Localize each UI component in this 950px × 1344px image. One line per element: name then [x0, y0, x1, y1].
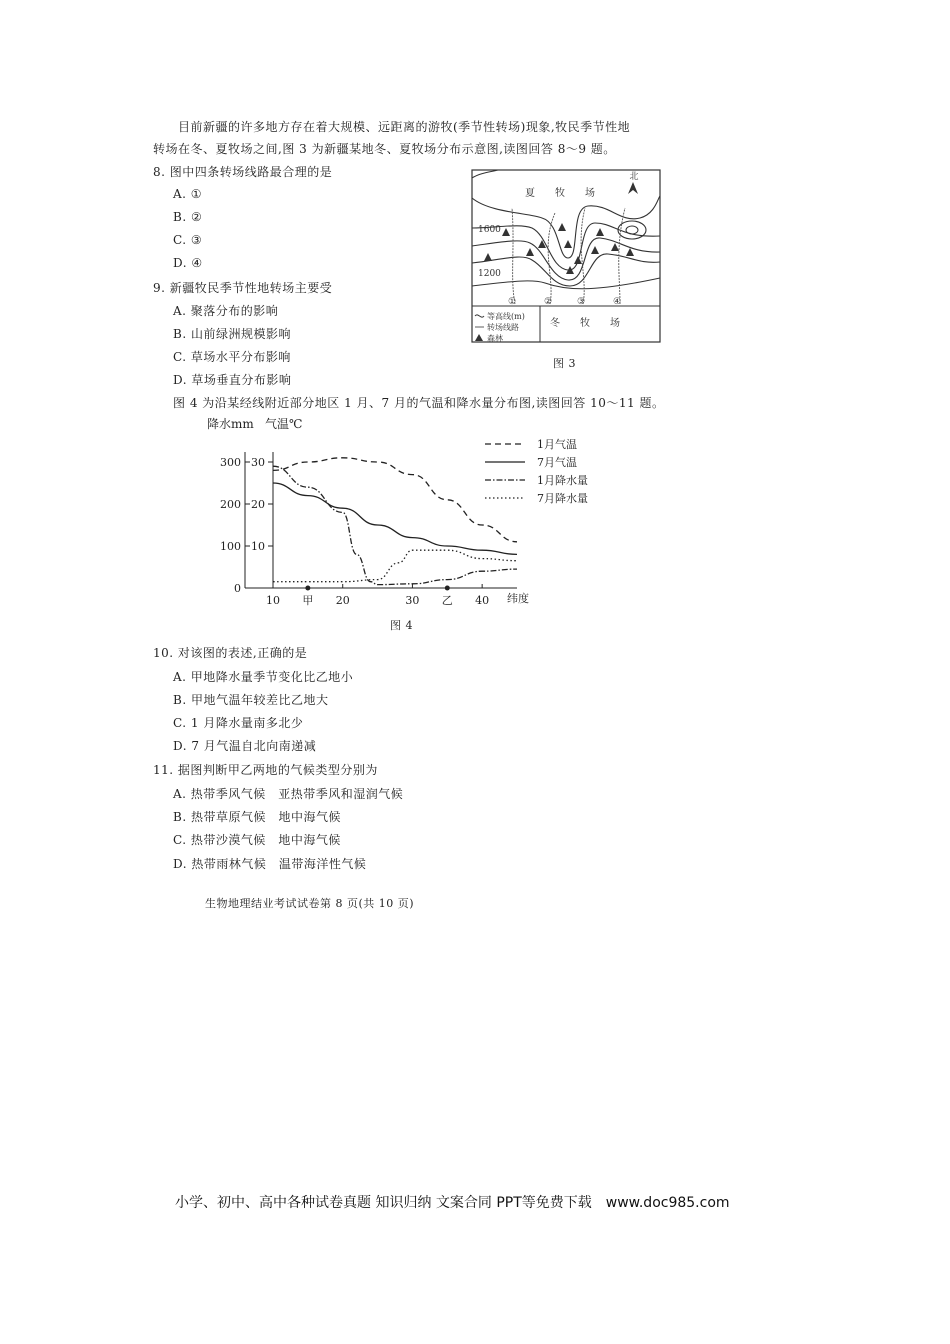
question-9-option-c: C. 草场水平分布影响 — [173, 350, 291, 364]
question-10-option-c: C. 1 月降水量南多北少 — [173, 716, 304, 730]
x-tick-label: 30 — [405, 594, 420, 607]
question-8-stem: 8. 图中四条转场线路最合理的是 — [153, 165, 333, 179]
legend-label-2: 7月气温 — [537, 456, 577, 469]
question-10-option-b: B. 甲地气温年较差比乙地大 — [173, 693, 329, 707]
question-8-option-c: C. ③ — [173, 233, 203, 247]
series-line-2 — [273, 483, 517, 554]
precip-tick-label: 200 — [220, 498, 241, 511]
route-1-label: ① — [508, 297, 517, 307]
location-marker-dot — [445, 586, 450, 591]
page-footer: 生物地理结业考试试卷第 8 页(共 10 页) — [205, 897, 415, 910]
x-tick-label: 10 — [266, 594, 280, 607]
series-line-1 — [273, 458, 517, 542]
location-marker-label: 乙 — [441, 594, 453, 607]
summer-pasture-label: 夏 牧 场 — [525, 188, 595, 199]
legend-route-label: 转场线路 — [487, 323, 519, 332]
question-10-stem: 10. 对该图的表述,正确的是 — [153, 646, 308, 660]
question-11-option-d: D. 热带雨林气候 温带海洋性气候 — [173, 857, 367, 871]
question-9-option-b: B. 山前绿洲规模影响 — [173, 327, 291, 341]
legend-forest-label: 森林 — [487, 334, 503, 343]
precip-tick-label: 0 — [234, 582, 241, 595]
temp-tick-label: 20 — [251, 498, 265, 511]
winter-pasture-label: 冬 牧 场 — [550, 318, 620, 329]
legend-label-3: 1月降水量 — [537, 474, 588, 487]
contour-1200-label: 1200 — [478, 269, 501, 279]
question-9-stem: 9. 新疆牧民季节性地转场主要受 — [153, 281, 333, 295]
figure-4-intro: 图 4 为沿某经线附近部分地区 1 月、7 月的气温和降水量分布图,读图回答 10～11 题。 — [173, 396, 665, 410]
intro-line-1: 目前新疆的许多地方存在着大规模、远距离的游牧(季节性转场)现象,牧民季节性地 — [178, 120, 631, 134]
question-11-stem: 11. 据图判断甲乙两地的气候类型分别为 — [153, 763, 378, 777]
legend-label-4: 7月降水量 — [537, 492, 588, 505]
x-tick-label: 40 — [475, 594, 490, 607]
question-8-option-a: A. ① — [173, 187, 203, 201]
precip-tick-label: 300 — [220, 456, 241, 469]
route-3-label: ③ — [577, 297, 586, 307]
north-label: 北 — [629, 172, 639, 182]
question-8-option-b: B. ② — [173, 210, 203, 224]
precip-tick-label: 100 — [220, 540, 241, 553]
intro-line-2: 转场在冬、夏牧场之间,图 3 为新疆某地冬、夏牧场分布示意图,读图回答 8～9 题。 — [153, 142, 616, 156]
question-10-option-a: A. 甲地降水量季节变化比乙地小 — [173, 670, 354, 684]
series-line-4 — [273, 550, 517, 582]
location-marker-dot — [305, 586, 310, 591]
route-2-label: ② — [544, 297, 553, 307]
question-11-option-b: B. 热带草原气候 地中海气候 — [173, 810, 341, 824]
figure-4-chart — [195, 412, 615, 612]
location-marker-label: 甲 — [302, 594, 314, 607]
figure-3-caption: 图 3 — [553, 357, 576, 370]
route-4-label: ④ — [613, 297, 622, 307]
figure-3-map — [470, 168, 662, 346]
question-9-option-a: A. 聚落分布的影响 — [173, 304, 279, 318]
question-8-option-d: D. ④ — [173, 256, 203, 270]
legend-label-1: 1月气温 — [537, 438, 577, 451]
temp-tick-label: 10 — [251, 540, 265, 553]
contour-1600-label: 1600 — [478, 225, 501, 235]
question-11-option-c: C. 热带沙漠气候 地中海气候 — [173, 833, 341, 847]
question-11-option-a: A. 热带季风气候 亚热带季风和湿润气候 — [173, 787, 404, 801]
question-10-option-d: D. 7 月气温自北向南递减 — [173, 739, 317, 753]
legend-contour-label: 等高线(m) — [487, 312, 525, 321]
figure-4-caption: 图 4 — [390, 619, 413, 632]
question-9-option-d: D. 草场垂直分布影响 — [173, 373, 292, 387]
temp-tick-label: 30 — [251, 456, 265, 469]
x-axis-label: 纬度 — [507, 592, 529, 605]
x-tick-label: 20 — [335, 594, 350, 607]
site-footer: 小学、初中、高中各种试卷真题 知识归纳 文案合同 PPT等免费下载 www.doc985.com — [175, 1195, 730, 1211]
temp-axis-label: 气温℃ — [265, 417, 303, 431]
precip-axis-label: 降水mm — [207, 417, 254, 431]
